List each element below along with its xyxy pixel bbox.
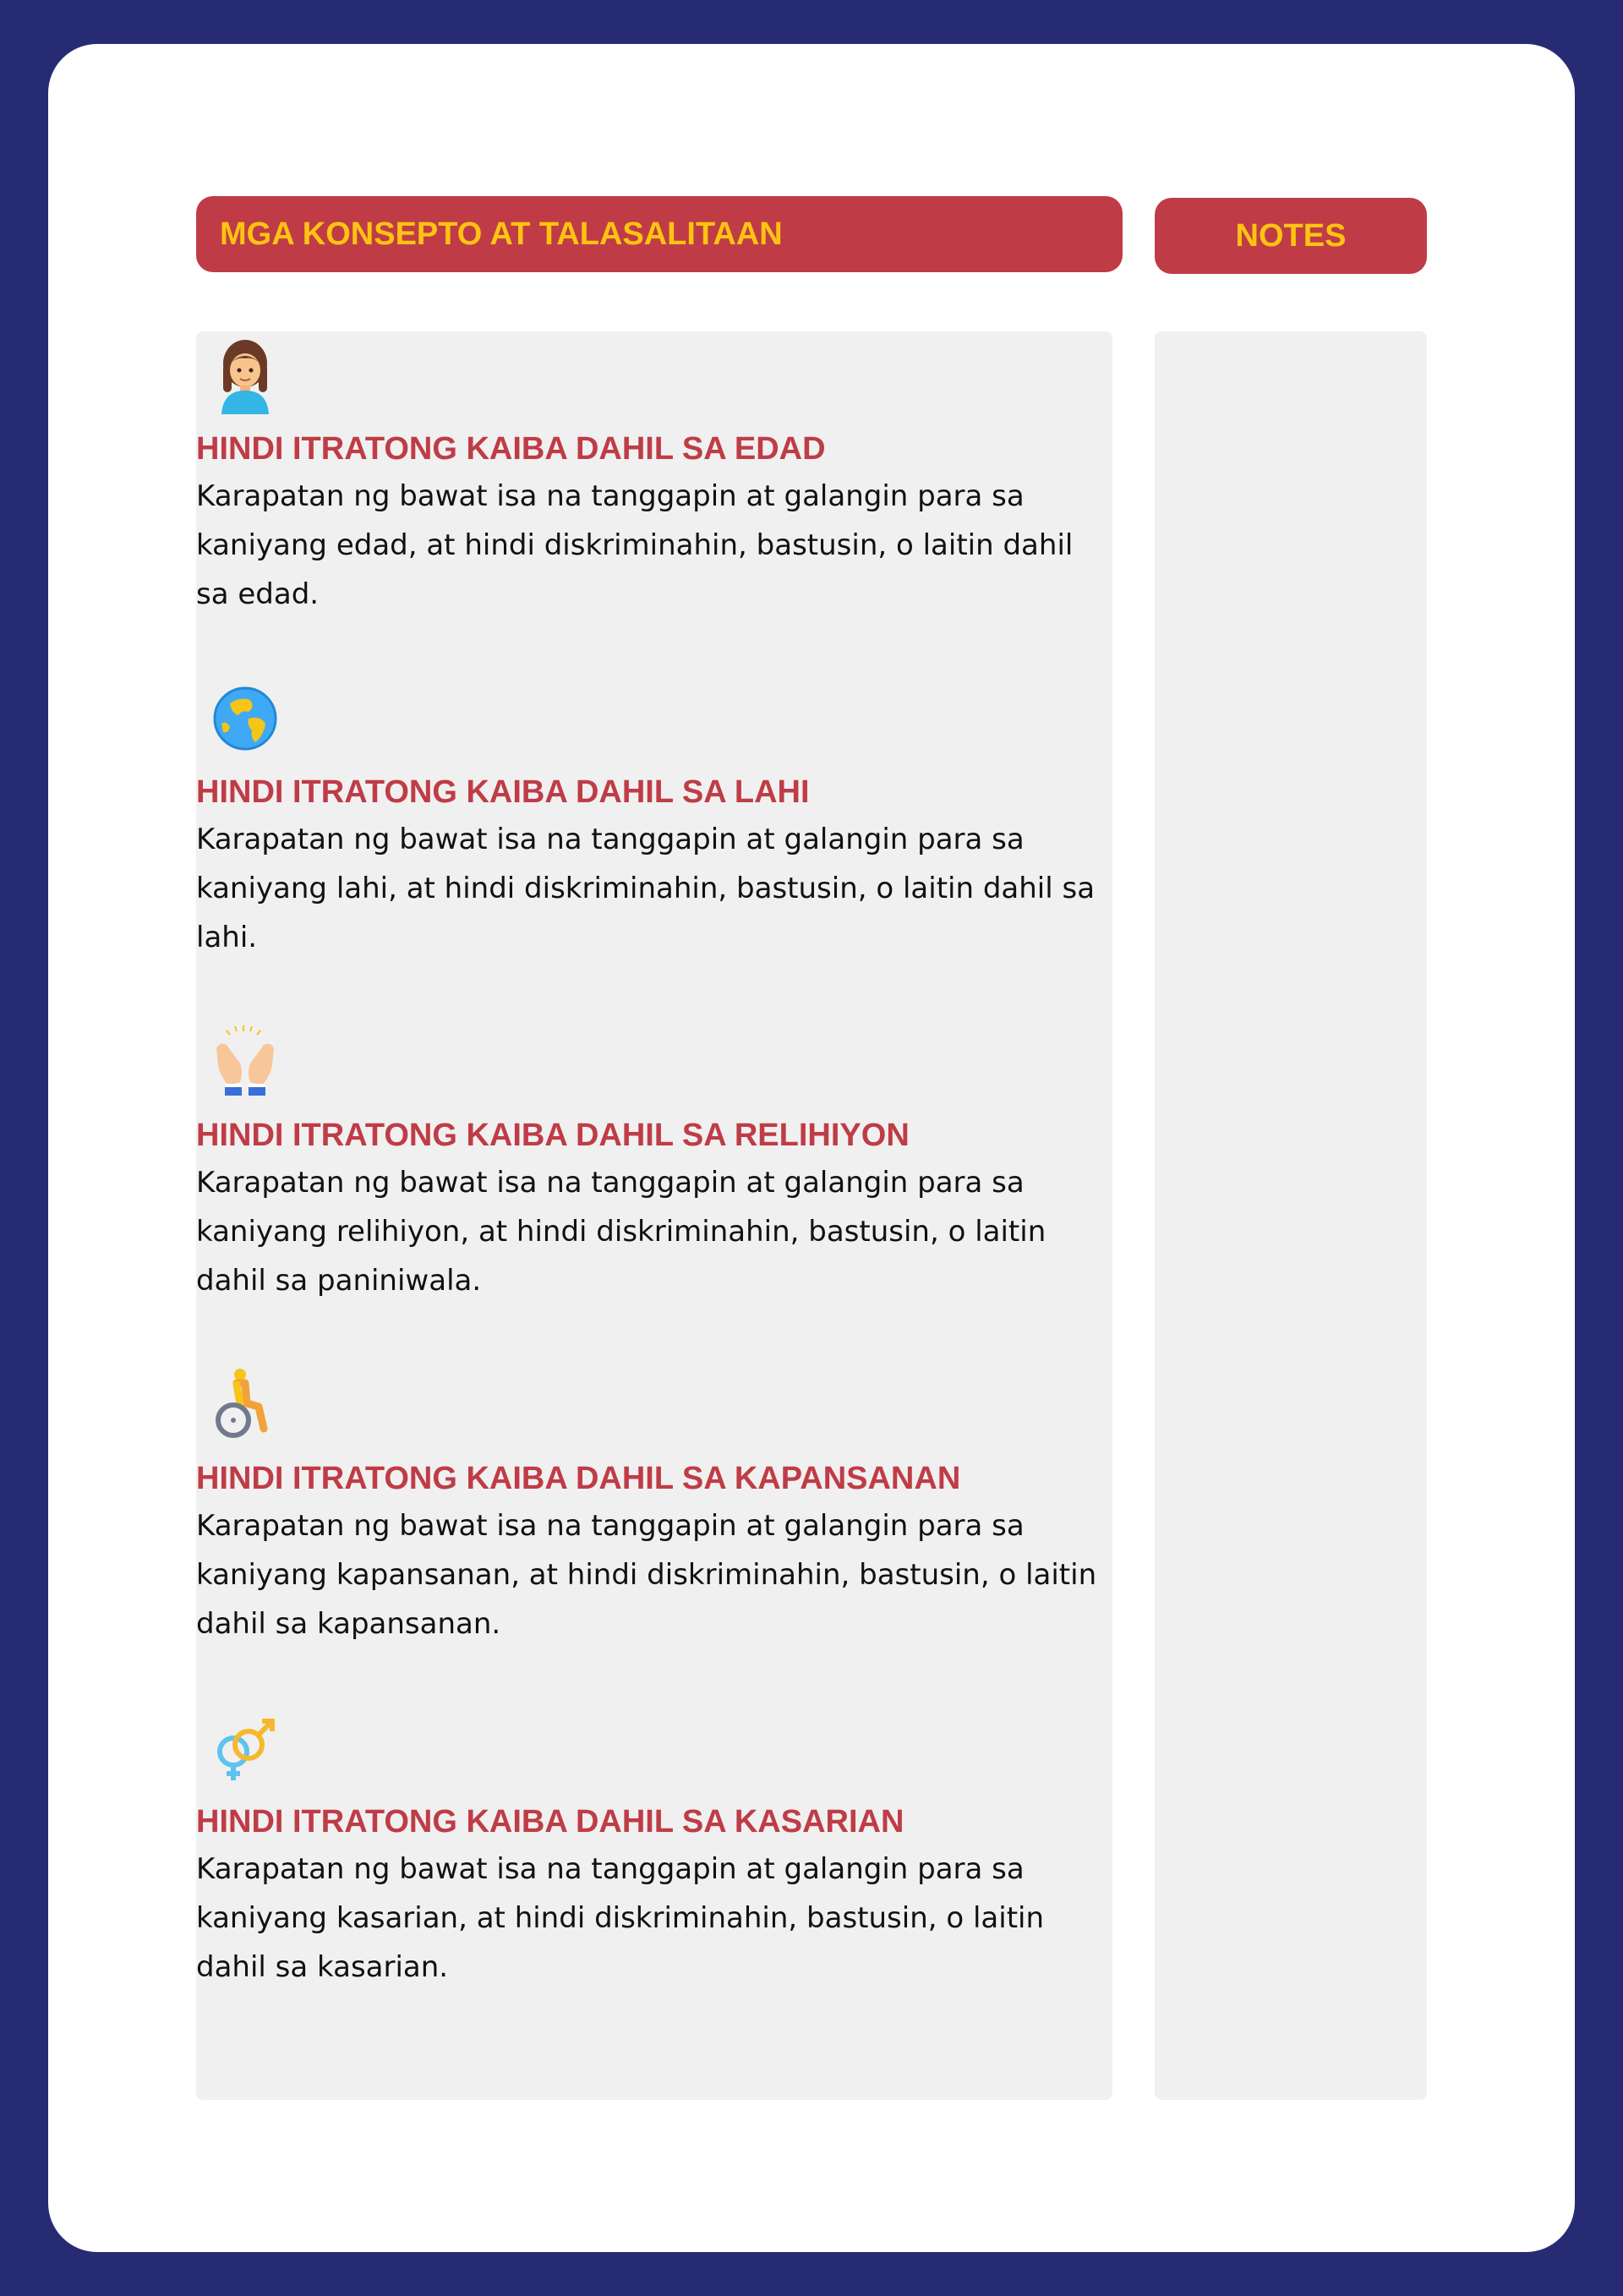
notes-panel[interactable]	[1155, 331, 1427, 2100]
gender-symbols-icon	[211, 1711, 279, 1787]
girl-icon	[211, 338, 279, 414]
concept-description: Karapatan ng bawat isa na tanggapin at galangin para sa kaniyang lahi, at hindi diskriminahin, bastusin, o laitin dahil sa lahi.	[196, 823, 1096, 954]
concepts-header: MGA KONSEPTO AT TALASALITAAN	[196, 196, 1123, 272]
concept-title: HINDI ITRATONG KAIBA DAHIL SA RELIHIYON	[196, 1118, 910, 1153]
concept-description: Karapatan ng bawat isa na tanggapin at galangin para sa kaniyang relihiyon, at hindi diskriminahin, bastusin, o laitin dahil sa paniniwala.	[196, 1166, 1046, 1298]
globe-icon	[211, 681, 279, 757]
concept-title: HINDI ITRATONG KAIBA DAHIL SA LAHI	[196, 774, 810, 810]
wheelchair-icon	[211, 1368, 279, 1444]
notes-header: NOTES	[1155, 198, 1427, 274]
concept-title: HINDI ITRATONG KAIBA DAHIL SA EDAD	[196, 431, 826, 467]
concept-description: Karapatan ng bawat isa na tanggapin at galangin para sa kaniyang kasarian, at hindi diskriminahin, bastusin, o laitin dahil sa kasarian.	[196, 1852, 1045, 1984]
raised-hands-icon	[211, 1025, 279, 1101]
concept-description: Karapatan ng bawat isa na tanggapin at galangin para sa kaniyang kapansanan, at hindi diskriminahin, bastusin, o laitin dahil sa kapansanan.	[196, 1509, 1097, 1641]
concept-title: HINDI ITRATONG KAIBA DAHIL SA KASARIAN	[196, 1804, 904, 1840]
concept-description: Karapatan ng bawat isa na tanggapin at galangin para sa kaniyang edad, at hindi diskriminahin, bastusin, o laitin dahil sa edad.	[196, 479, 1074, 611]
concept-title: HINDI ITRATONG KAIBA DAHIL SA KAPANSANAN	[196, 1461, 961, 1496]
